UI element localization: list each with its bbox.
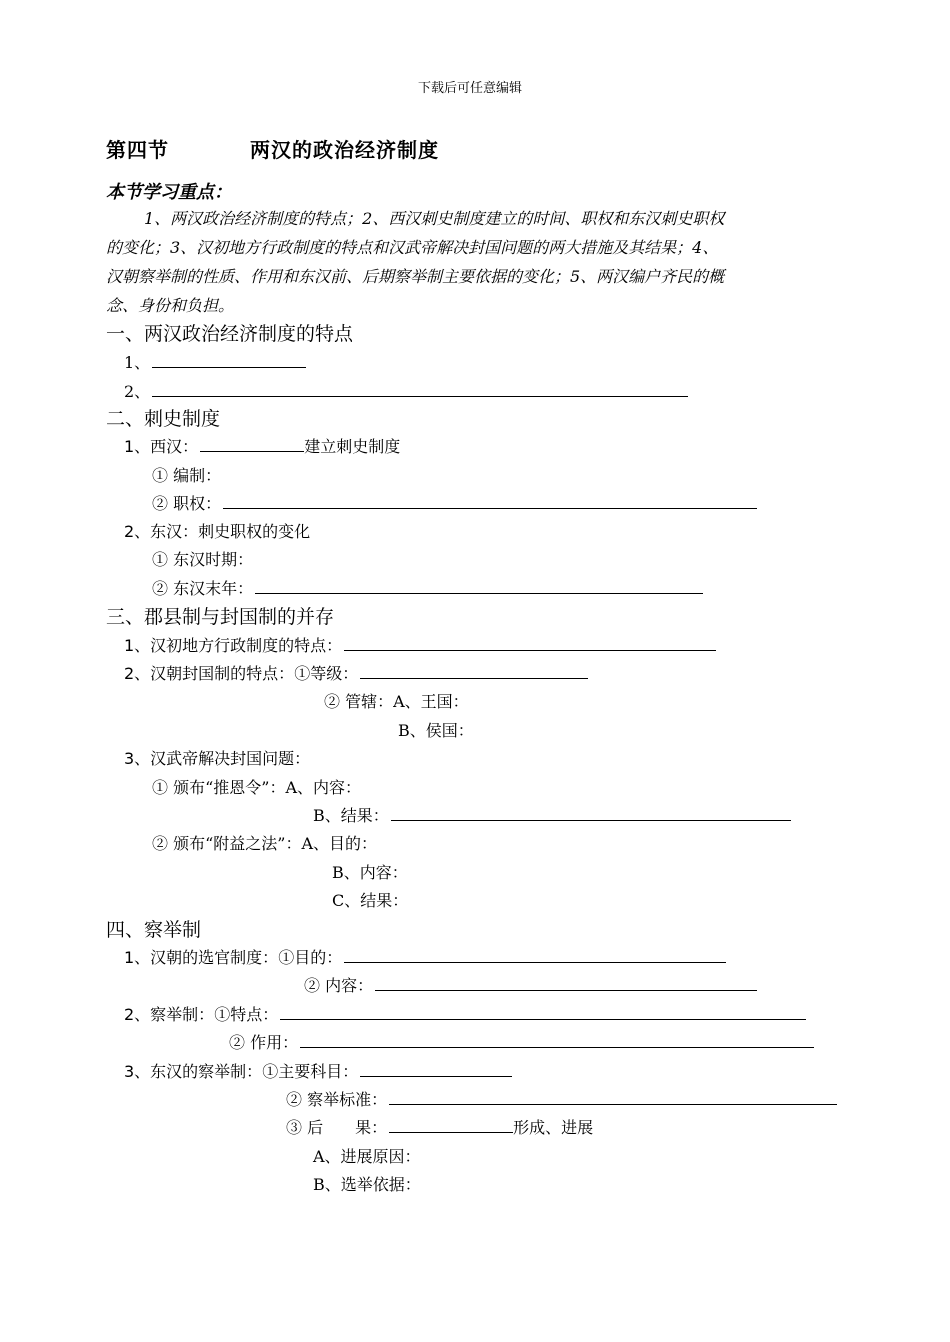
page-header: 下载后可任意编辑 xyxy=(418,81,523,96)
sec3-item-1 xyxy=(124,633,716,656)
sec4-item-3c-a: A、进展原因： xyxy=(313,1147,421,1166)
blank-line[interactable] xyxy=(375,975,757,991)
blank-line[interactable] xyxy=(344,635,716,651)
section-2-heading: 二、刺史制度 xyxy=(106,408,221,430)
blank-line[interactable] xyxy=(391,805,791,821)
sec2-item-2: 2、东汉：刺史职权的变化 xyxy=(124,522,311,541)
sec2-item-1-after: 建立刺史制度 xyxy=(304,437,401,456)
focus-label: 本节学习重点： xyxy=(106,182,232,203)
sec3-item-3a-result xyxy=(313,803,791,826)
section-1-heading: 一、两汉政治经济制度的特点 xyxy=(106,323,354,345)
sec4-item-3 xyxy=(124,1059,512,1082)
sec3-item-3: 3、汉武帝解决封国问题： xyxy=(124,749,311,768)
blank-line[interactable] xyxy=(152,352,306,368)
section-title: 两汉的政治经济制度 xyxy=(250,138,439,162)
sec4-item-1 xyxy=(124,945,726,968)
sec4-item-1-purpose: ①目的： xyxy=(278,948,343,967)
sec3-item-2c: B、侯国： xyxy=(398,721,474,740)
sec2-item-2a: ① 东汉时期： xyxy=(152,550,254,569)
sec2-item-1-label: 1、西汉： xyxy=(124,437,199,456)
blank-line[interactable] xyxy=(389,1117,513,1133)
sec3-item-2-label: 2、汉朝封国制的特点： xyxy=(124,664,295,683)
blank-line[interactable] xyxy=(255,578,703,594)
sec4-item-3-label: 3、东汉的察举制： xyxy=(124,1062,263,1081)
blank-line[interactable] xyxy=(152,381,688,397)
sec1-item-2 xyxy=(124,379,688,402)
blank-line[interactable] xyxy=(200,436,304,452)
blank-line[interactable] xyxy=(344,947,726,963)
sec3-item-2b: ② 管辖：A、王国： xyxy=(324,692,469,711)
blank-line[interactable] xyxy=(300,1032,814,1048)
sec1-item-1-label: 1、 xyxy=(124,353,151,372)
sec4-item-1b-label: ② 内容： xyxy=(304,976,374,995)
sec3-item-3b-content: B、内容： xyxy=(332,863,408,882)
blank-line[interactable] xyxy=(389,1089,837,1105)
sec2-item-2b-label: ② 东汉末年： xyxy=(152,579,254,598)
sec2-item-1b xyxy=(152,491,757,514)
sec3-item-3a: ① 颁布“推恩令”：A、内容： xyxy=(152,778,362,797)
sec2-item-2b xyxy=(152,576,703,599)
section-number: 第四节 xyxy=(106,138,169,162)
sec4-item-3c-after: 形成、进展 xyxy=(513,1118,594,1137)
sec4-item-2b xyxy=(229,1030,814,1053)
sec3-item-3a-result-label: B、结果： xyxy=(313,806,389,825)
sec2-item-1a: ① 编制： xyxy=(152,466,222,485)
sec4-item-2 xyxy=(124,1002,806,1025)
sec2-item-1b-label: ② 职权： xyxy=(152,494,222,513)
blank-line[interactable] xyxy=(360,1061,512,1077)
sec3-item-2-grade: ①等级： xyxy=(294,664,359,683)
focus-line-4: 念、身份和负担。 xyxy=(106,296,235,315)
sec1-item-2-label: 2、 xyxy=(124,382,151,401)
sec3-item-3b-result: C、结果： xyxy=(332,891,409,910)
sec4-item-3c-b: B、选举依据： xyxy=(313,1175,421,1194)
focus-line-2: 的变化；3、汉初地方行政制度的特点和汉武帝解决封国问题的两大措施及其结果；4、 xyxy=(106,238,719,257)
sec2-item-1 xyxy=(124,434,400,457)
sec4-item-3b xyxy=(286,1087,837,1110)
blank-line[interactable] xyxy=(360,663,588,679)
focus-line-3: 汉朝察举制的性质、作用和东汉前、后期察举制主要依据的变化；5、两汉编户齐民的概 xyxy=(106,267,725,286)
blank-line[interactable] xyxy=(280,1004,806,1020)
sec4-item-2-label: 2、察举制： xyxy=(124,1005,215,1024)
focus-line-1: 1、两汉政治经济制度的特点；2、西汉刺史制度建立的时间、职权和东汉刺史职权 xyxy=(144,209,725,228)
sec4-item-3c-label: ③ 后 果： xyxy=(286,1118,388,1137)
sec4-item-3c xyxy=(286,1115,593,1138)
sec4-item-2-feature: ①特点： xyxy=(214,1005,279,1024)
blank-line[interactable] xyxy=(223,493,757,509)
sec4-item-1b xyxy=(304,973,757,996)
sec3-item-1-label: 1、汉初地方行政制度的特点： xyxy=(124,636,343,655)
sec1-item-1 xyxy=(124,350,306,373)
sec4-item-3-subjects: ①主要科目： xyxy=(262,1062,359,1081)
sec3-item-3b: ② 颁布“附益之法”：A、目的： xyxy=(152,834,378,853)
section-3-heading: 三、郡县制与封国制的并存 xyxy=(106,606,335,628)
section-4-heading: 四、察举制 xyxy=(106,919,202,941)
sec3-item-2 xyxy=(124,661,588,684)
sec4-item-1-label: 1、汉朝的选官制度： xyxy=(124,948,279,967)
sec4-item-2b-label: ② 作用： xyxy=(229,1033,299,1052)
sec4-item-3b-label: ② 察举标准： xyxy=(286,1090,388,1109)
